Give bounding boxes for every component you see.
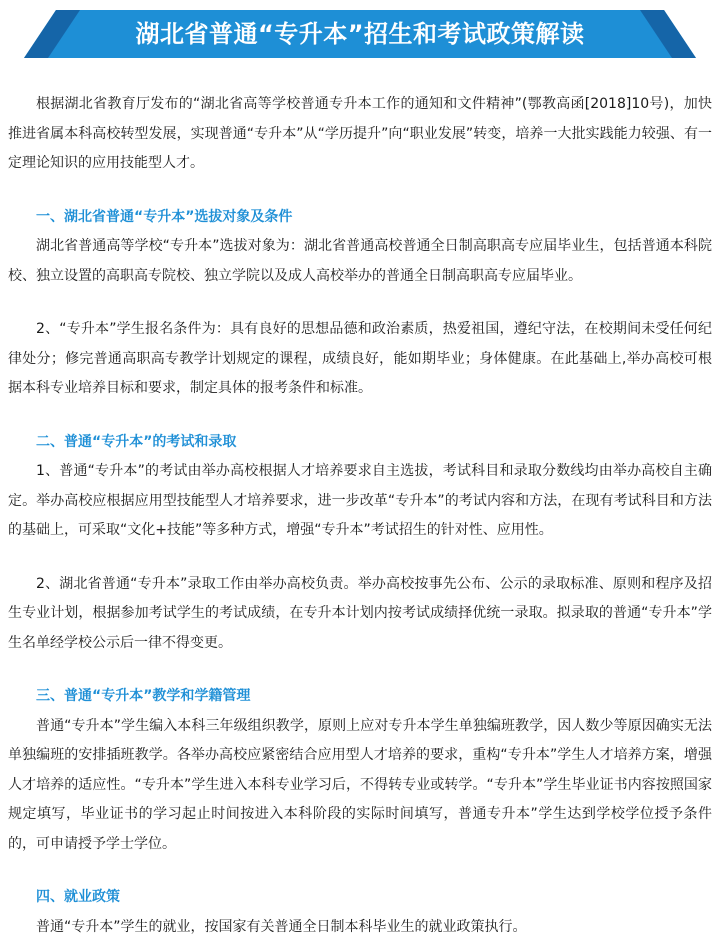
intro-paragraph: 根据湖北省教育厅发布的“湖北省高等学校普通专升本工作的通知和文件精神”(鄂教高函[2018]10号)，加快推进省属本科高校转型发展，实现普通“专升本”从“学历提升”向“职业发展”转变，培养一大批实践能力较强、有一定理论知识的应用技能型人才。: [8, 96, 712, 171]
section-heading-4: 四、就业政策: [36, 889, 120, 905]
section-2-paragraph-1: 1、普通“专升本”的考试由举办高校根据人才培养要求自主选拔，考试科目和录取分数线均由举办高校自主确定。举办高校应根据应用型技能型人才培养要求，进一步改革“专升本”的考试内容和方法，在现有考试科目和方法的基础上，可采取“文化+技能”等多种方式，增强“专升本”考试招生的针对性、应用性。: [8, 463, 712, 538]
title-banner: [0, 10, 720, 60]
section-heading-2: 二、普通“专升本”的考试和录取: [36, 433, 237, 450]
section-4-paragraph-1: 普通“专升本”学生的就业，按国家有关普通全日制本科毕业生的就业政策执行。: [36, 918, 527, 935]
section-1-paragraph-2: 2、“专升本”学生报名条件为：具有良好的思想品德和政治素质，热爱祖国，遵纪守法，在校期间未受任何纪律处分；修完普通高职高专教学计划规定的课程，成绩良好，能如期毕业；身体健康。在此基础上,举办高校可根据本科专业培养目标和要求，制定具体的报考条件和标准。: [8, 321, 712, 396]
section-3-paragraph-1: 普通“专升本”学生编入本科三年级组织教学，原则上应对专升本学生单独编班教学，因人数少等原因确实无法单独编班的安排插班教学。各举办高校应紧密结合应用型人才培养的要求，重构“专升本”学生人才培养方案，增强人才培养的适应性。“专升本”学生进入本科专业学习后，不得转专业或转学。“专升本”学生毕业证书内容按照国家规定填写，毕业证书的学习起止时间按进入本科阶段的实际时间填写，普通专升本”学生达到学校学位授予条件的，可申请授予学士学位。: [8, 717, 712, 852]
section-1-paragraph-1: 湖北省普通高等学校“专升本”选拔对象为：湖北省普通高校普通全日制高职高专应届毕业生，包括普通本科院校、独立设置的高职高专院校、独立学院以及成人高校举办的普通全日制高职高专应届毕业。: [8, 238, 712, 284]
section-2-paragraph-2: 2、湖北省普通“专升本”录取工作由举办高校负责。举办高校按事先公布、公示的录取标准、原则和程序及招生专业计划，根据参加考试学生的考试成绩，在专升本计划内按考试成绩择优统一录取。拟录取的普通“专升本”学生名单经学校公示后一律不得变更。: [8, 575, 712, 651]
page-title: 湖北省普通“专升本”招生和考试政策解读: [135, 20, 585, 48]
section-heading-1: 一、湖北省普通“专升本”选拔对象及条件: [36, 208, 293, 225]
article-body: [8, 90, 712, 942]
section-heading-3: 三、普通“专升本”教学和学籍管理: [36, 688, 251, 704]
